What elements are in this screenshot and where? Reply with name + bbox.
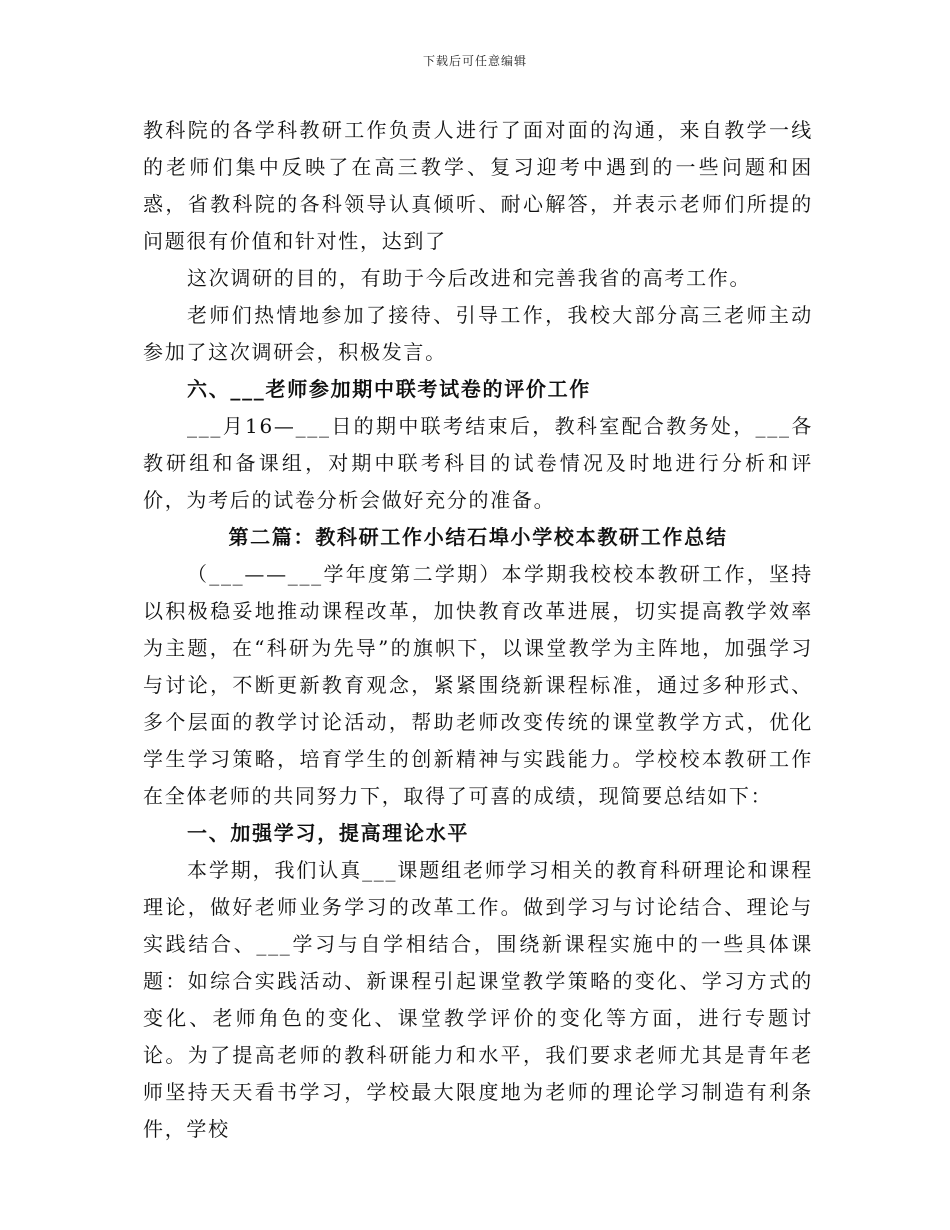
paragraph-teacher-participation: 老师们热情地参加了接待、引导工作，我校大部分高三老师主动参加了这次调研会，积极发言。	[143, 303, 813, 364]
chapter-title: 第二篇：教科研工作小结石埠小学校本教研工作总结	[228, 525, 728, 549]
paragraph-research-purpose: 这次调研的目的，有助于今后改进和完善我省的高考工作。	[187, 266, 752, 290]
section-heading-one: 一、加强学习，提高理论水平	[187, 821, 470, 845]
section-heading-six: 六、___老师参加期中联考试卷的评价工作	[187, 377, 591, 401]
paragraph-exam-evaluation: ___月16—___日的期中联考结束后，教科室配合教务处，___各教研组和备课组，对期中联考科目的试卷情况及时地进行分析和评价，为考后的试卷分析会做好充分的准备。	[143, 414, 813, 512]
page-header: 下载后可任意编辑	[422, 54, 527, 68]
paragraph-continuation: 教科院的各学科教研工作负责人进行了面对面的沟通，来自教学一线的老师们集中反映了在高三教学、复习迎考中遇到的一些问题和困惑，省教科院的各科领导认真倾听、耐心解答，并表示老师们所提的问题很有价值和针对性，达到了	[143, 118, 813, 253]
paragraph-semester-summary: （___——___学年度第二学期）本学期我校校本教研工作，坚持以积极稳妥地推动课程改革，加快教育改革进展，切实提高教学效率为主题，在“科研为先导”的旗帜下，以课堂教学为主阵地，加强学习与讨论，不断更新教育观念，紧紧围绕新课程标准，通过多种形式、多个层面的教学讨论活动，帮助老师改变传统的课堂教学方式，优化学生学习策略，培育学生的创新精神与实践能力。学校校本教研工作在全体老师的共同努力下，取得了可喜的成绩，现简要总结如下：	[143, 562, 813, 808]
paragraph-study-theory: 本学期，我们认真___课题组老师学习相关的教育科研理论和课程理论，做好老师业务学习的改革工作。做到学习与讨论结合、理论与实践结合、___学习与自学相结合，围绕新课程实施中的一些具体课题：如综合实践活动、新课程引起课堂教学策略的变化、学习方式的变化、老师角色的变化、课堂教学评价的变化等方面，进行专题讨论。为了提高老师的教科研能力和水平，我们要求老师尤其是青年老师坚持天天看书学习，学校最大限度地为老师的理论学习制造有利条件，学校	[143, 858, 813, 1141]
document-body	[143, 112, 813, 1148]
